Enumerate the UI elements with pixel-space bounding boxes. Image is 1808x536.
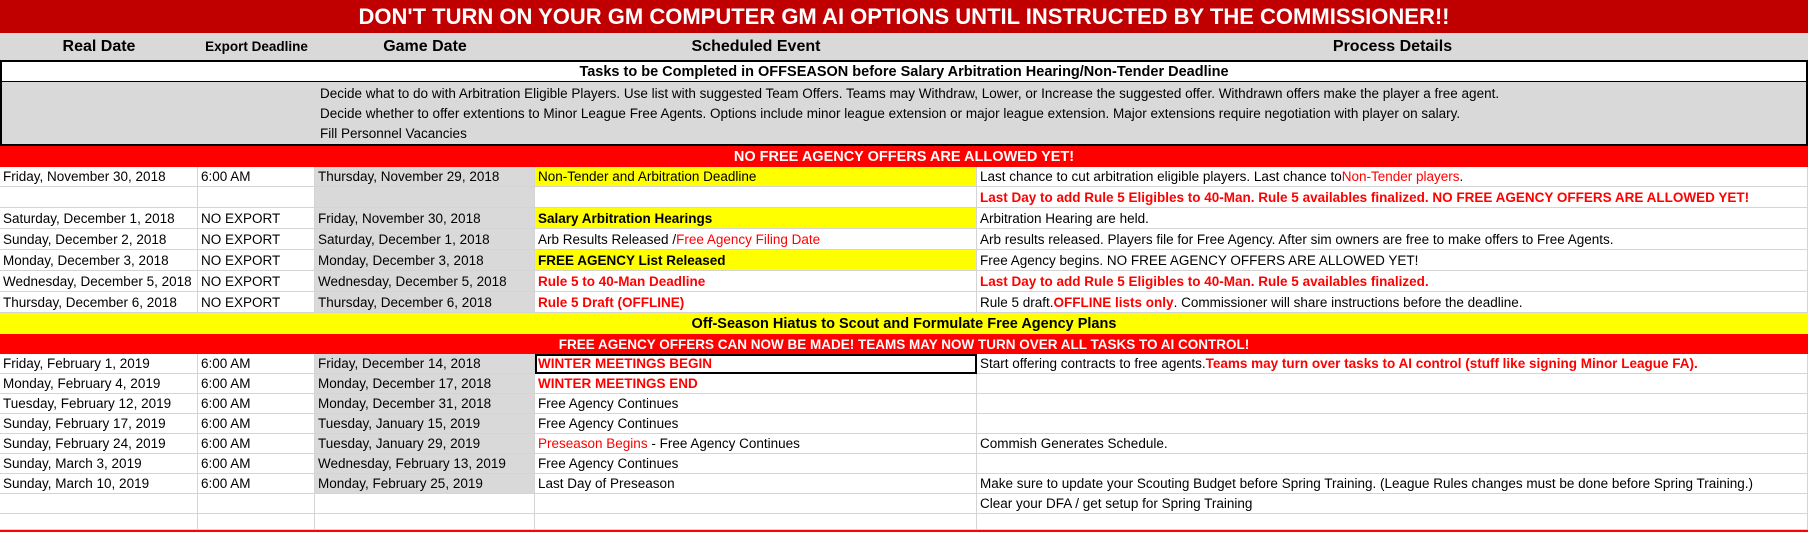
event-highlight-text: WINTER MEETINGS BEGIN: [538, 356, 713, 371]
game-date-cell[interactable]: [315, 494, 535, 514]
schedule-row[interactable]: [0, 474, 1808, 494]
export-cell-text: 6:00 AM: [201, 169, 251, 184]
details-text: Make sure to update your Scouting Budget before Spring Training. (League Rules changes must be done before Spring Training.): [980, 476, 1753, 491]
hiatus-banner-text[interactable]: Off-Season Hiatus to Scout and Formulate Free Agency Plans: [691, 315, 1117, 332]
header-export-deadline[interactable]: Export Deadline: [205, 39, 308, 54]
real-date-cell[interactable]: [0, 494, 198, 514]
real-date-cell-text: Sunday, February 17, 2019: [3, 416, 166, 431]
event-text: Salary Arbitration Hearings: [538, 210, 713, 226]
real-date-cell[interactable]: [0, 250, 198, 271]
export-cell-text: NO EXPORT: [201, 252, 281, 268]
event-cell[interactable]: [535, 374, 977, 394]
real-date-cell-text: Friday, November 30, 2018: [3, 169, 166, 184]
real-date-cell[interactable]: [0, 414, 198, 434]
game-date-cell[interactable]: [315, 454, 535, 474]
event-text: FREE AGENCY List Released: [538, 252, 726, 268]
offseason-task-list: [2, 82, 1806, 144]
real-date-cell-text: Wednesday, December 5, 2018: [3, 273, 192, 289]
header-row: [0, 33, 1808, 60]
fa-now-banner: [0, 334, 1808, 354]
event-cell[interactable]: [535, 454, 977, 474]
details-cell[interactable]: [977, 394, 1808, 414]
game-date-cell[interactable]: [315, 374, 535, 394]
real-date-cell[interactable]: [0, 354, 198, 374]
real-date-cell[interactable]: [0, 514, 198, 530]
game-date-cell-text: Saturday, December 1, 2018: [318, 231, 490, 247]
event-cell[interactable]: [535, 292, 977, 313]
details-cell[interactable]: [977, 250, 1808, 271]
game-date-cell[interactable]: [315, 208, 535, 229]
real-date-cell-text: Thursday, December 6, 2018: [3, 294, 177, 310]
export-cell[interactable]: [198, 434, 315, 454]
schedule-block-a: [0, 167, 1808, 313]
export-cell[interactable]: [198, 187, 315, 208]
schedule-row[interactable]: [0, 494, 1808, 514]
real-date-cell[interactable]: [0, 454, 198, 474]
event-text: Free Agency Continues: [538, 396, 679, 411]
export-cell[interactable]: [198, 292, 315, 313]
game-date-cell-text: Thursday, December 6, 2018: [318, 294, 492, 310]
schedule-row[interactable]: [0, 454, 1808, 474]
game-date-cell[interactable]: [315, 414, 535, 434]
real-date-cell[interactable]: [0, 208, 198, 229]
export-cell-text: NO EXPORT: [201, 231, 281, 247]
schedule-row[interactable]: [0, 514, 1808, 532]
real-date-cell-text: Saturday, December 1, 2018: [3, 210, 175, 226]
schedule-row[interactable]: [0, 354, 1808, 374]
header-scheduled-event[interactable]: Scheduled Event: [691, 37, 821, 55]
event-cell[interactable]: [535, 434, 977, 454]
event-text: - Free Agency Continues: [647, 436, 800, 451]
schedule-row[interactable]: [0, 434, 1808, 454]
export-cell-text: 6:00 AM: [201, 476, 251, 491]
export-cell-text: 6:00 AM: [201, 376, 251, 391]
game-date-cell[interactable]: [315, 187, 535, 208]
details-cell[interactable]: [977, 454, 1808, 474]
export-cell[interactable]: [198, 414, 315, 434]
offseason-heading[interactable]: Tasks to be Completed in OFFSEASON before Salary Arbitration Hearing/Non-Tender Deadline: [2, 62, 1806, 82]
game-date-cell-text: Monday, December 17, 2018: [318, 376, 492, 391]
event-text: Free Agency Continues: [538, 416, 679, 431]
details-cell[interactable]: [977, 271, 1808, 292]
export-cell[interactable]: [198, 229, 315, 250]
event-text: Last Day of Preseason: [538, 476, 675, 491]
details-cell[interactable]: [977, 494, 1808, 514]
event-highlight-text: Preseason Begins: [538, 436, 648, 451]
real-date-cell[interactable]: [0, 229, 198, 250]
header-process-details[interactable]: Process Details: [1332, 37, 1453, 55]
schedule-row[interactable]: [0, 167, 1808, 187]
event-cell[interactable]: [535, 250, 977, 271]
export-cell-text: 6:00 AM: [201, 396, 251, 411]
export-cell[interactable]: [198, 167, 315, 187]
game-date-cell-text: Tuesday, January 29, 2019: [318, 436, 481, 451]
export-cell-text: NO EXPORT: [201, 294, 281, 310]
game-date-cell[interactable]: [315, 474, 535, 494]
details-tail-text: . Commissioner will share instructions before the deadline.: [1173, 294, 1523, 310]
game-date-cell[interactable]: [315, 434, 535, 454]
details-text: Commish Generates Schedule.: [980, 436, 1168, 451]
details-cell[interactable]: [977, 187, 1808, 208]
event-highlight-text: Rule 5 to 40-Man Deadline: [538, 273, 706, 289]
schedule-row[interactable]: [0, 292, 1808, 313]
no-fa-banner: [0, 146, 1808, 167]
event-cell[interactable]: [535, 271, 977, 292]
details-text: Arb results released. Players file for Free Agency. After sim owners are free to make offers to Free Agents.: [980, 231, 1614, 247]
header-real-date[interactable]: Real Date: [62, 37, 136, 55]
details-cell[interactable]: [977, 167, 1808, 187]
schedule-row[interactable]: [0, 414, 1808, 434]
game-date-cell-text: Thursday, November 29, 2018: [318, 169, 500, 184]
offseason-task[interactable]: Decide whether to offer extentions to Minor League Free Agents. Options include minor league extension or major league extension. Major extensions require negotiation with player on salary.: [320, 105, 1461, 121]
event-cell[interactable]: [535, 187, 977, 208]
real-date-cell-text: Sunday, March 3, 2019: [3, 456, 142, 471]
real-date-cell[interactable]: [0, 394, 198, 414]
export-cell[interactable]: [198, 514, 315, 530]
real-date-cell[interactable]: [0, 292, 198, 313]
game-date-cell-text: Monday, December 3, 2018: [318, 252, 484, 268]
export-cell-text: NO EXPORT: [201, 273, 281, 289]
real-date-cell[interactable]: [0, 167, 198, 187]
export-cell-text: 6:00 AM: [201, 356, 251, 371]
real-date-cell[interactable]: [0, 474, 198, 494]
details-text: Start offering contracts to free agents.: [980, 356, 1206, 371]
details-text: Arbitration Hearing are held.: [980, 210, 1149, 226]
event-cell[interactable]: [535, 474, 977, 494]
details-text: Last chance to cut arbitration eligible players. Last chance to: [980, 169, 1342, 184]
schedule-row[interactable]: [0, 394, 1808, 414]
warning-title: [0, 0, 1808, 33]
details-cell[interactable]: [977, 414, 1808, 434]
real-date-cell[interactable]: [0, 187, 198, 208]
fa-now-banner-text[interactable]: FREE AGENCY OFFERS CAN NOW BE MADE! TEAMS MAY NOW TURN OVER ALL TASKS TO AI CONTROL!: [558, 336, 1250, 352]
game-date-cell[interactable]: [315, 229, 535, 250]
real-date-cell-text: Sunday, December 2, 2018: [3, 231, 167, 247]
real-date-cell[interactable]: [0, 374, 198, 394]
real-date-cell[interactable]: [0, 271, 198, 292]
details-highlight-text: Last Day to add Rule 5 Eligibles to 40-Man. Rule 5 availables finalized. NO FREE AGENCY OFFERS ARE ALLOWED YET!: [980, 189, 1750, 205]
event-text: Non-Tender and Arbitration Deadline: [538, 169, 757, 184]
game-date-cell-text: Monday, December 31, 2018: [318, 396, 492, 411]
schedule-row[interactable]: [0, 187, 1808, 208]
real-date-cell-text: Sunday, March 10, 2019: [3, 476, 150, 491]
offseason-box: [0, 60, 1808, 146]
event-cell[interactable]: [535, 167, 977, 187]
details-text: Clear your DFA / get setup for Spring Training: [980, 496, 1253, 511]
export-cell-text: 6:00 AM: [201, 436, 251, 451]
details-highlight-text: Non-Tender players: [1341, 169, 1460, 184]
export-cell[interactable]: [198, 271, 315, 292]
details-cell[interactable]: [977, 292, 1808, 313]
export-cell-text: 6:00 AM: [201, 456, 251, 471]
schedule-row[interactable]: [0, 374, 1808, 394]
real-date-cell-text: Monday, February 4, 2019: [3, 376, 161, 391]
hiatus-banner: [0, 313, 1808, 334]
export-cell[interactable]: [198, 374, 315, 394]
details-cell[interactable]: [977, 208, 1808, 229]
export-cell[interactable]: [198, 454, 315, 474]
event-cell[interactable]: [535, 414, 977, 434]
header-game-date[interactable]: Game Date: [383, 37, 467, 55]
event-text: Arb Results Released /: [538, 231, 677, 247]
schedule-block-b: [0, 354, 1808, 532]
export-cell-text: NO EXPORT: [201, 210, 281, 226]
details-highlight-text: OFFLINE lists only: [1053, 294, 1174, 310]
game-date-cell-text: Friday, November 30, 2018: [318, 210, 481, 226]
event-highlight-text: Free Agency Filing Date: [676, 231, 821, 247]
export-cell[interactable]: [198, 394, 315, 414]
export-cell[interactable]: [198, 250, 315, 271]
game-date-cell-text: Tuesday, January 15, 2019: [318, 416, 481, 431]
offseason-task[interactable]: Fill Personnel Vacancies: [320, 125, 467, 141]
details-highlight-text: Teams may turn over tasks to AI control (stuff like signing Minor League FA).: [1205, 356, 1698, 371]
event-cell[interactable]: [535, 229, 977, 250]
schedule-row[interactable]: [0, 271, 1808, 292]
details-cell[interactable]: [977, 374, 1808, 394]
game-date-cell[interactable]: [315, 394, 535, 414]
details-text: Free Agency begins. NO FREE AGENCY OFFERS ARE ALLOWED YET!: [980, 252, 1419, 268]
event-highlight-text: WINTER MEETINGS END: [538, 376, 698, 391]
real-date-cell-text: Monday, December 3, 2018: [3, 252, 169, 268]
export-cell[interactable]: [198, 474, 315, 494]
schedule-row[interactable]: [0, 208, 1808, 229]
export-cell[interactable]: [198, 208, 315, 229]
event-cell[interactable]: [535, 494, 977, 514]
game-date-cell[interactable]: [315, 354, 535, 374]
no-fa-banner-text[interactable]: NO FREE AGENCY OFFERS ARE ALLOWED YET!: [733, 148, 1075, 165]
game-date-cell[interactable]: [315, 292, 535, 313]
real-date-cell-text: Sunday, February 24, 2019: [3, 436, 166, 451]
schedule-row[interactable]: [0, 229, 1808, 250]
details-tail-text: .: [1459, 169, 1464, 184]
event-cell[interactable]: [535, 514, 977, 530]
schedule-row[interactable]: [0, 250, 1808, 271]
event-cell[interactable]: [535, 354, 977, 374]
game-date-cell-text: Monday, February 25, 2019: [318, 476, 483, 491]
game-date-cell-text: Wednesday, February 13, 2019: [318, 456, 506, 471]
game-date-cell-text: Wednesday, December 5, 2018: [318, 273, 507, 289]
event-text: Free Agency Continues: [538, 456, 679, 471]
details-highlight-text: Last Day to add Rule 5 Eligibles to 40-Man. Rule 5 availables finalized.: [980, 273, 1429, 289]
details-cell[interactable]: [977, 229, 1808, 250]
game-date-cell[interactable]: [315, 514, 535, 530]
details-cell[interactable]: [977, 434, 1808, 454]
event-highlight-text: Rule 5 Draft (OFFLINE): [538, 294, 685, 310]
event-cell[interactable]: [535, 208, 977, 229]
game-date-cell-text: Friday, December 14, 2018: [318, 356, 481, 371]
real-date-cell[interactable]: [0, 434, 198, 454]
export-cell[interactable]: [198, 494, 315, 514]
offseason-task[interactable]: Decide what to do with Arbitration Eligible Players. Use list with suggested Team Offers. Teams may Withdraw, Lower, or Increase the suggested offer. Withdrawn offers make the player a free agent.: [320, 85, 1500, 101]
real-date-cell-text: Tuesday, February 12, 2019: [3, 396, 172, 411]
details-cell[interactable]: [977, 514, 1808, 530]
game-date-cell[interactable]: [315, 167, 535, 187]
warning-title-text: DON'T TURN ON YOUR GM COMPUTER GM AI OPTIONS UNTIL INSTRUCTED BY THE COMMISSIONER!!: [358, 3, 1450, 29]
game-date-cell[interactable]: [315, 271, 535, 292]
game-date-cell[interactable]: [315, 250, 535, 271]
details-cell[interactable]: [977, 474, 1808, 494]
export-cell-text: 6:00 AM: [201, 416, 251, 431]
event-cell[interactable]: [535, 394, 977, 414]
export-cell[interactable]: [198, 354, 315, 374]
real-date-cell-text: Friday, February 1, 2019: [3, 356, 150, 371]
details-cell[interactable]: [977, 354, 1808, 374]
details-text: Rule 5 draft.: [980, 294, 1054, 310]
